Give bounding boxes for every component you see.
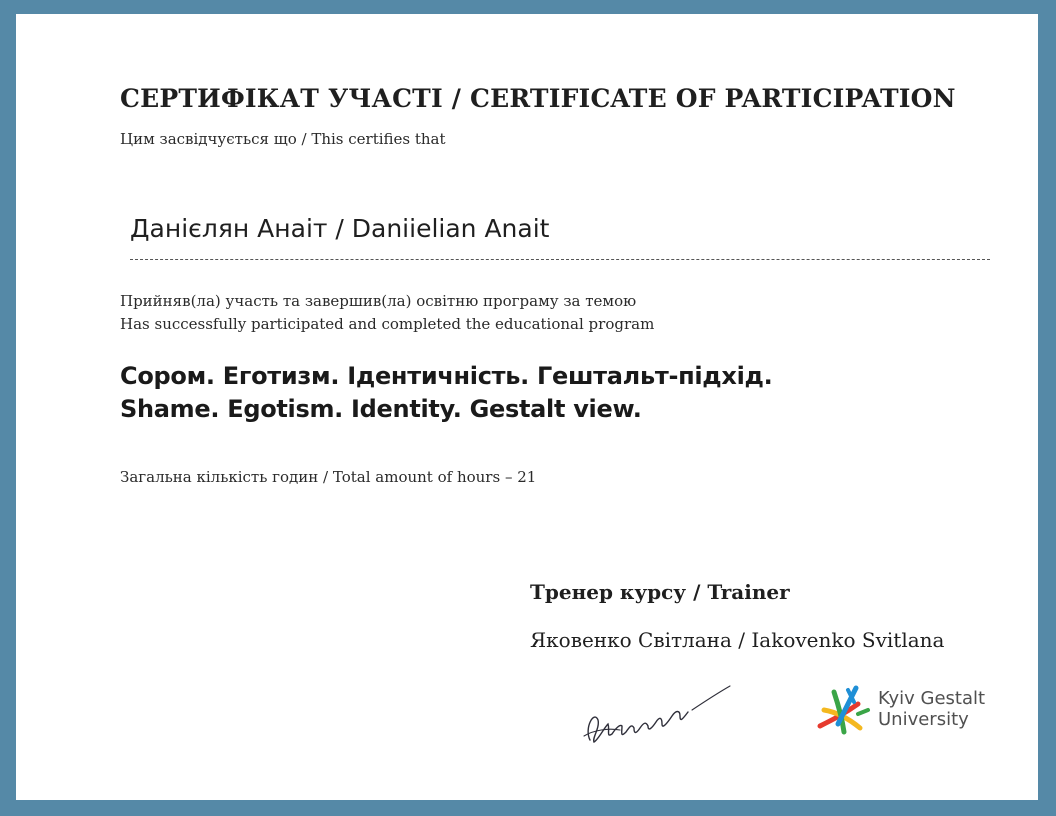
logo-text-line-1: Kyiv Gestalt <box>878 688 986 709</box>
completion-statement-ua: Прийняв(ла) участь та завершив(ла) освітню програму за темою <box>120 292 637 310</box>
logo-text-line-2: University <box>878 709 969 730</box>
logo-text <box>878 688 985 730</box>
program-title-ua: Сором. Еготизм. Ідентичність. Гештальт-підхід. <box>120 362 773 390</box>
certificate-title: СЕРТИФІКАТ УЧАСТІ / CERTIFICATE OF PARTICIPATION <box>120 84 956 113</box>
trainer-name: Яковенко Світлана / Iakovenko Svitlana <box>530 628 945 652</box>
completion-statement <box>120 290 654 336</box>
recipient-name: Данієлян Анаіт / Daniielian Anait <box>130 214 550 243</box>
program-title <box>120 360 772 426</box>
total-hours: Загальна кількість годин / Total amount of hours – 21 <box>120 468 537 486</box>
trainer-label: Тренер курсу / Trainer <box>530 580 790 604</box>
trainer-signature <box>564 670 734 750</box>
kyiv-gestalt-university-logo-mark-icon <box>814 680 872 738</box>
program-title-en: Shame. Egotism. Identity. Gestalt view. <box>120 395 642 423</box>
name-underline-divider <box>130 259 990 260</box>
kyiv-gestalt-university-logo <box>814 680 994 738</box>
certificate-sheet <box>16 14 1038 800</box>
certifies-text: Цим засвідчується що / This certifies that <box>120 130 446 148</box>
completion-statement-en: Has successfully participated and completed the educational program <box>120 315 655 333</box>
